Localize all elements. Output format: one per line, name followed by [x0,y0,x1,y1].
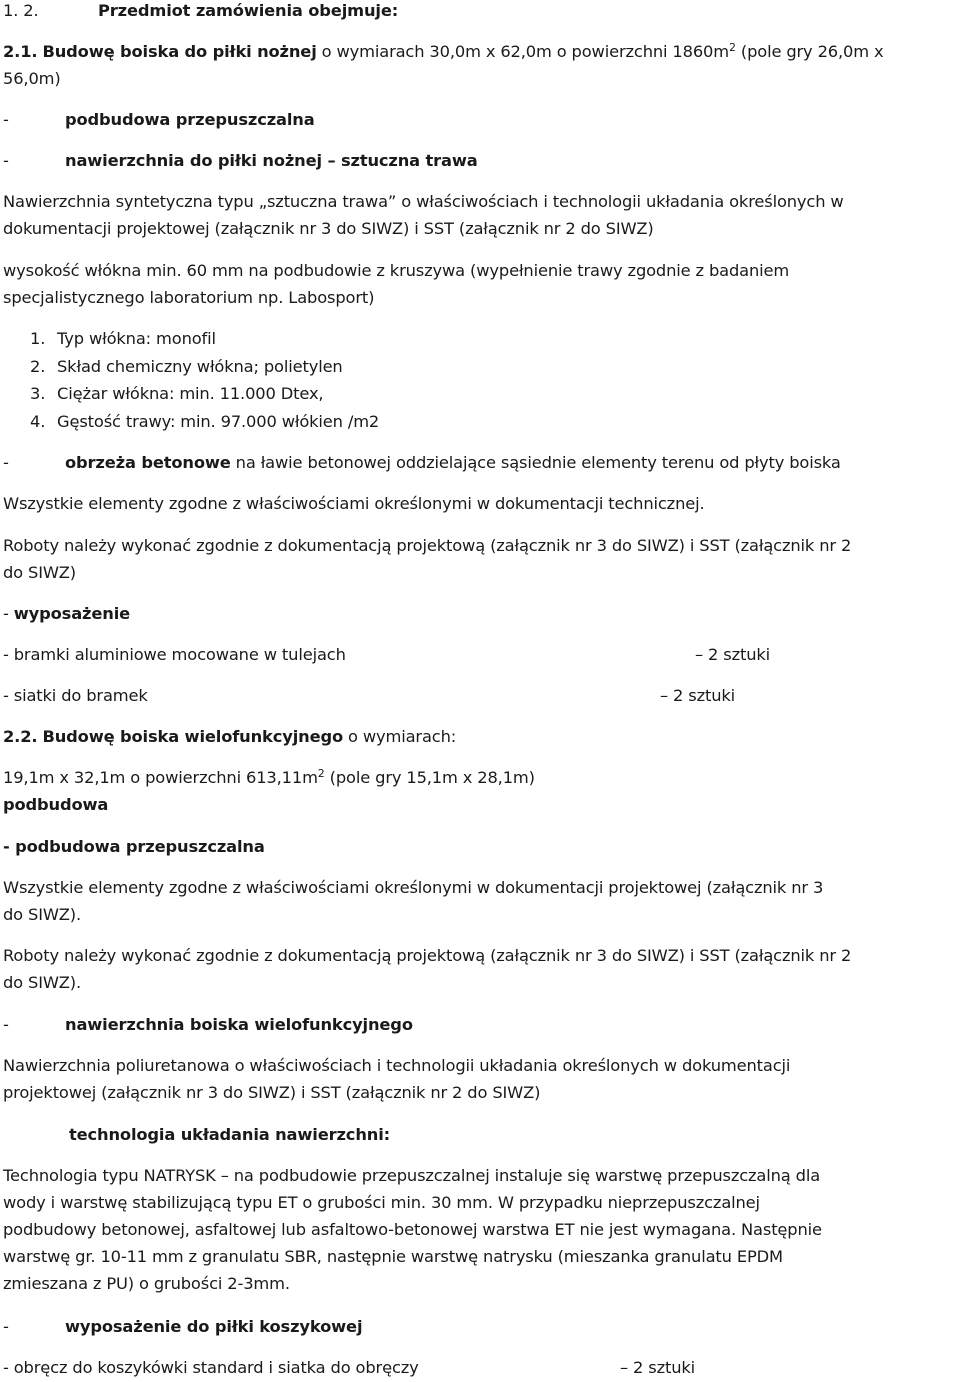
s22-para3-l1: Nawierzchnia poliuretanowa o właściwościach i technologii układania określonych w dokumentacji [3,1056,791,1075]
s22-para3-l2: projektowej (załącznik nr 3 do SIWZ) i SST (załącznik nr 2 do SIWZ) [3,1083,541,1102]
equip-label: - bramki aluminiowe mocowane w tulejach [3,645,346,664]
s21-item1: podbudowa przepuszczalna [65,110,315,129]
section-2-2-title [3,723,958,750]
s22-tech-l5: zmieszana z PU) o grubości 2-3mm. [3,1274,290,1293]
dash-marker: - [3,604,14,623]
dash-marker: - [3,110,9,129]
equip-qty: – 2 sztuki [660,686,736,705]
section-2-1-title [3,38,958,65]
s21-equip-item-goals [3,641,958,668]
s21-title-bold: Budowę boiska do piłki nożnej [42,42,317,61]
s21-sup: 2 [728,41,736,54]
s21-number: 2.1. [3,42,38,61]
s22-para2-l2: do SIWZ). [3,973,82,992]
s22-tech-l3: podbudowy betonowej, asfaltowej lub asfaltowo-betonowej warstwa ET nie jest wymagana. Następnie [3,1220,822,1239]
list-item [3,380,958,408]
dash-marker: - [3,1015,9,1034]
s21-para1-l2: dokumentacji projektowej (załącznik nr 3 do SIWZ) i SST (załącznik nr 2 do SIWZ) [3,219,654,238]
s21-item2: nawierzchnia do piłki nożnej – sztuczna trawa [65,151,478,170]
s22-para1-l1: Wszystkie elementy zgodne z właściwościami określonymi w dokumentacji projektowej (załącznik nr 3 [3,878,824,897]
list-text: Typ włókna: monofil [57,329,216,348]
equip-label: - siatki do bramek [3,686,148,705]
s22-sup: 2 [317,767,325,780]
s22-subbase-item: - podbudowa przepuszczalna [3,837,265,856]
s22-tech-l1: Technologia typu NATRYSK – na podbudowie przepuszczalnej instaluje się warstwę przepuszczalną dla [3,1166,821,1185]
list-number: 2. [30,356,46,376]
list-text: Ciężar włókna: min. 11.000 Dtex, [57,384,324,403]
s21-title-line2: 56,0m) [3,69,61,88]
fiber-spec-list [3,325,958,435]
s21-para3: Wszystkie elementy zgodne z właściwościami określonymi w dokumentacji technicznej. [3,494,705,513]
s22-surface: nawierzchnia boiska wielofunkcyjnego [65,1015,413,1034]
list-text: Skład chemiczny włókna; polietylen [57,356,343,376]
s21-para4-l1: Roboty należy wykonać zgodnie z dokumentacją projektową (załącznik nr 3 do SIWZ) i SST (załącznik nr 2 [3,536,852,555]
list-item [3,325,958,353]
s22-subbase-heading: podbudowa [3,795,109,814]
s22-basket-heading [3,1313,958,1340]
equip-qty: – 2 sztuki [695,645,771,664]
section-heading [3,0,958,24]
list-number: 3. [30,384,46,403]
basket-qty: – 2 sztuki [620,1358,696,1377]
s21-equipment-heading [3,600,958,627]
s21-para1-l1: Nawierzchnia syntetyczna typu „sztuczna trawa” o właściwościach i technologii układania określonych w [3,192,844,211]
s22-para1-l2: do SIWZ). [3,905,82,924]
s22-surface-heading [3,1011,958,1038]
dash-marker: - [3,1317,9,1336]
s21-title-rest-2: (pole gry 26,0m x [735,42,884,61]
s22-dims-rest: (pole gry 15,1m x 28,1m) [324,768,535,787]
s21-equipment: wyposażenie [13,604,131,623]
s21-para2-l2: specjalistycznego laboratorium np. Labosport) [3,288,375,307]
list-item [3,353,958,381]
s21-curbs-bold: obrzeża betonowe [65,453,231,472]
dash-marker: - [3,151,9,170]
s22-dimensions [3,764,958,791]
list-number: 4. [30,411,46,431]
s21-title-rest: o wymiarach 30,0m x 62,0m o powierzchni 1860m [316,42,729,61]
s22-number: 2.2. [3,727,38,746]
s21-item-surface [3,147,958,174]
s22-title-bold: Budowę boiska wielofunkcyjnego [42,727,343,746]
s21-para4-l2: do SIWZ) [3,563,77,582]
dash-marker: - [3,453,9,472]
s22-para2-l1: Roboty należy wykonać zgodnie z dokumentacją projektową (załącznik nr 3 do SIWZ) i SST (załącznik nr 2 [3,946,852,965]
s22-basket: wyposażenie do piłki koszykowej [65,1317,363,1336]
heading-text: Przedmiot zamówienia obejmuje: [98,1,399,20]
s22-tech-heading: technologia układania nawierzchni: [69,1125,390,1144]
s21-item-subbase [3,106,958,133]
s22-tech-l2: wody i warstwę stabilizującą typu ET o grubości min. 30 mm. W przypadku nieprzepuszczalnej [3,1193,760,1212]
s21-para2-l1: wysokość włókna min. 60 mm na podbudowie z kruszywa (wypełnienie trawy zgodnie z badaniem [3,261,790,280]
s21-curbs [3,449,958,476]
s21-curbs-rest: na ławie betonowej oddzielające sąsiednie elementy terenu od płyty boiska [230,453,841,472]
s22-basket-item [3,1354,958,1381]
list-item [3,408,958,436]
s22-title-rest: o wymiarach: [343,727,457,746]
list-number: 1. [30,329,46,348]
basket-label: - obręcz do koszykówki standard i siatka do obręczy [3,1358,419,1377]
heading-number: 1. 2. [3,1,39,20]
list-text: Gęstość trawy: min. 97.000 włókien /m2 [57,411,380,431]
s22-tech-l4: warstwę gr. 10-11 mm z granulatu SBR, następnie warstwę natrysku (mieszanka granulatu EPDM [3,1247,783,1266]
s21-equip-item-nets [3,682,958,709]
s22-dims: 19,1m x 32,1m o powierzchni 613,11m [3,768,318,787]
